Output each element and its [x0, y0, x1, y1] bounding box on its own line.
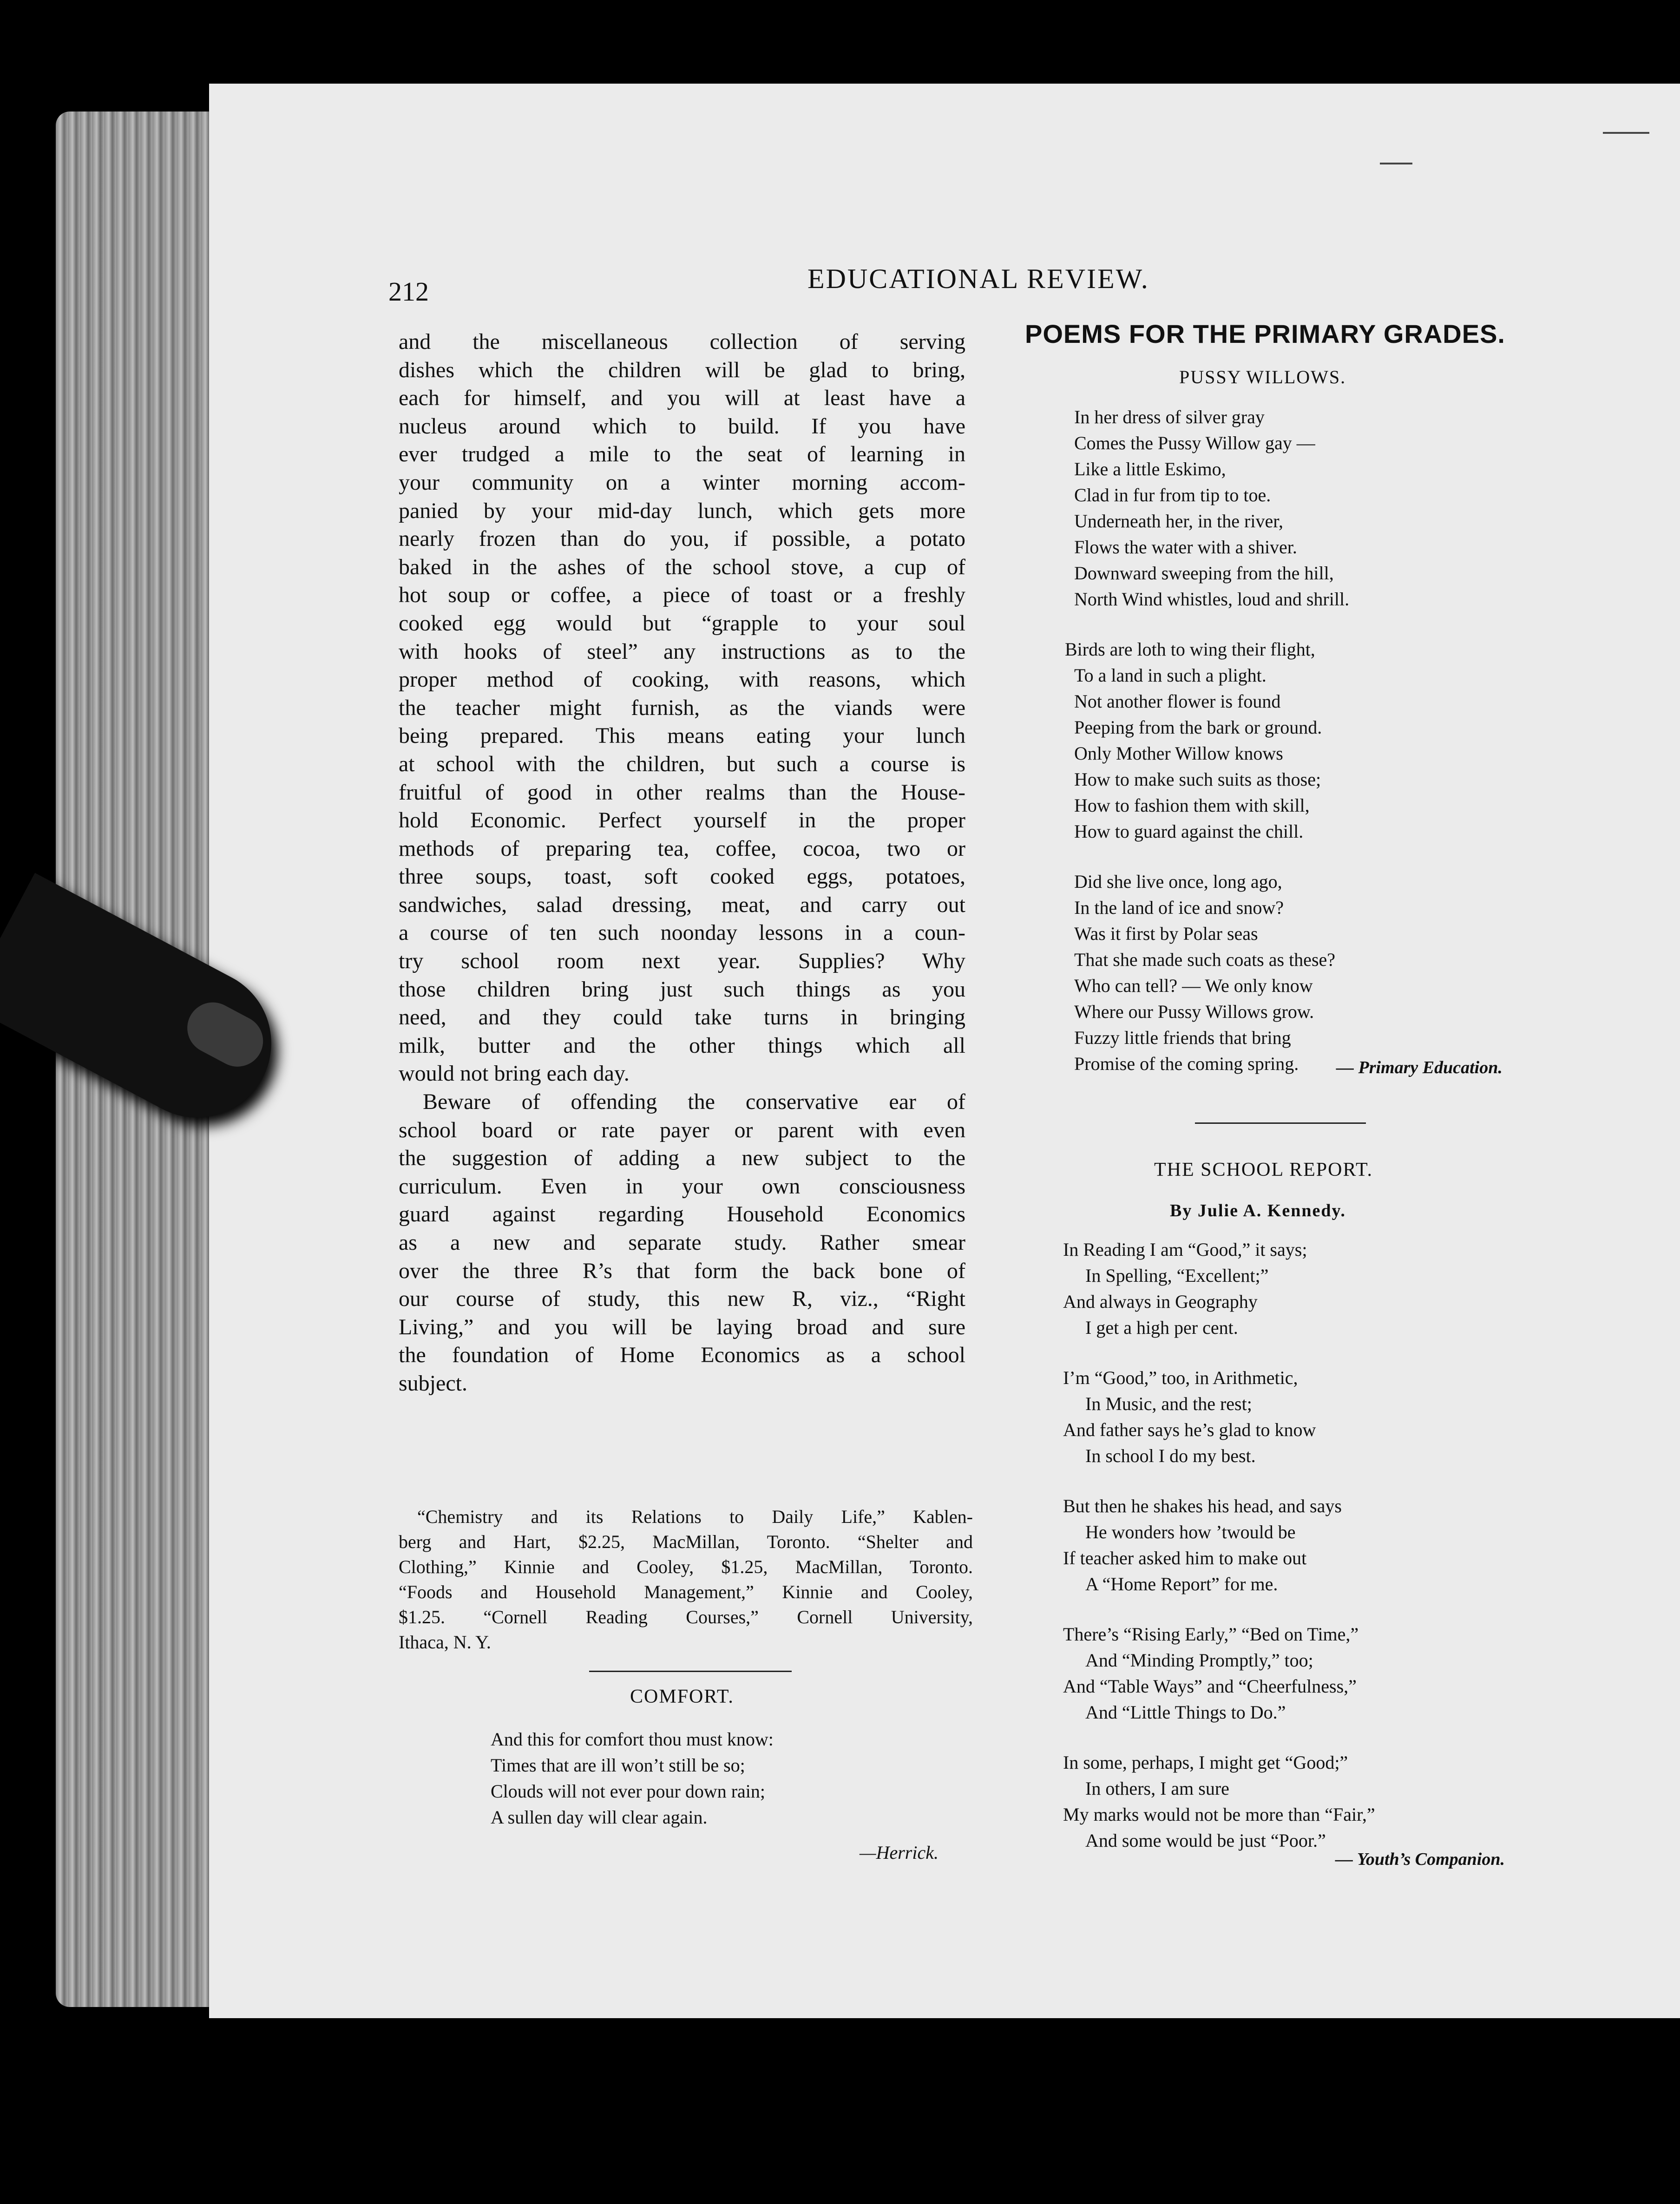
article-line: guard against regarding Household Economics	[399, 1202, 965, 1227]
poem-line: Clad in fur from tip to toe.	[1074, 485, 1271, 505]
section-divider	[1195, 1122, 1366, 1124]
poem-line: And “Little Things to Do.”	[1085, 1702, 1286, 1723]
article-line: with hooks of steel” any instructions as to the	[399, 639, 965, 664]
poem-line: In Music, and the rest;	[1085, 1393, 1252, 1414]
article-line: being prepared. This means eating your lunch	[399, 723, 965, 748]
fingernail	[178, 993, 272, 1076]
stanza-gap	[1063, 1341, 1375, 1365]
article-line: Living,” and you will be laying broad and sure	[399, 1314, 965, 1339]
article-line: fruitful of good in other realms than the House-	[399, 780, 965, 805]
comfort-attribution: —Herrick.	[860, 1842, 938, 1863]
poem-line: In some, perhaps, I might get “Good;”	[1063, 1752, 1348, 1773]
article-line: nucleus around which to build. If you have	[399, 413, 965, 439]
stanza-gap	[1063, 1597, 1375, 1621]
poem-line: North Wind whistles, loud and shrill.	[1074, 589, 1350, 610]
article-line: and the miscellaneous collection of serving	[399, 329, 965, 354]
poem-line: He wonders how ’twould be	[1085, 1522, 1296, 1542]
stanza-gap	[1063, 1469, 1375, 1493]
poem-line: A sullen day will clear again.	[491, 1807, 708, 1828]
poem-line: In the land of ice and snow?	[1074, 897, 1284, 918]
stanza-gap	[1074, 845, 1349, 869]
reference-line: “Chemistry and its Relations to Daily Life,” Kablen-	[417, 1506, 973, 1527]
article-line: methods of preparing tea, coffee, cocoa, two or	[399, 836, 965, 861]
poem-line: Only Mother Willow knows	[1074, 743, 1283, 764]
article-line: over the three R’s that form the back bone of	[399, 1258, 965, 1283]
poem-line: Who can tell? — We only know	[1074, 975, 1313, 996]
article-line: each for himself, and you will at least have a	[399, 386, 965, 411]
references	[399, 1504, 973, 1655]
poem-line: How to make such suits as those;	[1074, 769, 1321, 790]
poem-line: And some would be just “Poor.”	[1085, 1830, 1326, 1851]
poem-line: Downward sweeping from the hill,	[1074, 563, 1334, 584]
article-line: three soups, toast, soft cooked eggs, potatoes,	[399, 864, 965, 889]
article-line: Beware of offending the conservative ear of	[423, 1089, 965, 1115]
article-line: those children bring just such things as you	[399, 977, 965, 1002]
poem-line: Where our Pussy Willows grow.	[1074, 1001, 1314, 1022]
article-line: ever trudged a mile to the seat of learning in	[399, 442, 965, 467]
poem-line: Comes the Pussy Willow gay —	[1074, 433, 1315, 453]
article-line: a course of ten such noonday lessons in a coun-	[399, 920, 965, 945]
poem-line: Like a little Eskimo,	[1074, 459, 1226, 479]
reference-line: $1.25. “Cornell Reading Courses,” Cornell University,	[399, 1607, 973, 1627]
poem-line: And always in Geography	[1063, 1291, 1258, 1312]
stanza-gap	[1063, 1725, 1375, 1750]
poem-line: Fuzzy little friends that bring	[1074, 1027, 1291, 1048]
poem-line: In others, I am sure	[1085, 1778, 1229, 1799]
school-report-poem	[1063, 1237, 1375, 1854]
poem-line: I get a high per cent.	[1085, 1317, 1238, 1338]
article-line: cooked egg would but “grapple to your soul	[399, 610, 965, 636]
poem-line: How to fashion them with skill,	[1074, 795, 1310, 816]
article-line: subject.	[399, 1371, 467, 1396]
school-report-title: THE SCHOOL REPORT.	[1154, 1159, 1373, 1181]
article-line: proper method of cooking, with reasons, which	[399, 667, 965, 692]
poem-line: Did she live once, long ago,	[1074, 871, 1282, 892]
poems-heading: POEMS FOR THE PRIMARY GRADES.	[1025, 319, 1505, 348]
article-line: our course of study, this new R, viz., “Right	[399, 1286, 965, 1312]
poem-line: In Spelling, “Excellent;”	[1085, 1265, 1269, 1286]
scan-mark	[1380, 163, 1412, 164]
article-line: curriculum. Even in your own consciousness	[399, 1174, 965, 1199]
poem-line: My marks would not be more than “Fair,”	[1063, 1804, 1375, 1825]
poem-line: Peeping from the bark or ground.	[1074, 717, 1322, 738]
article-line: baked in the ashes of the school stove, a cup of	[399, 554, 965, 579]
page-number: 212	[388, 276, 429, 307]
article-line: dishes which the children will be glad to bring,	[399, 357, 965, 382]
article-line: school board or rate payer or parent with even	[399, 1117, 965, 1142]
comfort-poem	[491, 1726, 774, 1830]
comfort-title: COMFORT.	[630, 1686, 734, 1707]
article-line: panied by your mid-day lunch, which gets more	[399, 498, 965, 523]
poem-line: How to guard against the chill.	[1074, 821, 1304, 842]
article-line: would not bring each day.	[399, 1061, 630, 1086]
poem-line: And “Table Ways” and “Cheerfulness,”	[1063, 1676, 1357, 1697]
article-line: hot soup or coffee, a piece of toast or a freshly	[399, 583, 965, 608]
poem-line: If teacher asked him to make out	[1063, 1548, 1307, 1568]
article-line: your community on a winter morning accom-	[399, 470, 965, 495]
poem-line: But then he shakes his head, and says	[1063, 1496, 1342, 1516]
article-line: at school with the children, but such a course is	[399, 751, 965, 776]
poem-line: And father says he’s glad to know	[1063, 1419, 1316, 1440]
article-line: nearly frozen than do you, if possible, a potato	[399, 526, 965, 551]
article-line: sandwiches, salad dressing, meat, and carry out	[399, 892, 965, 917]
school-report-attribution: — Youth’s Companion.	[1335, 1850, 1505, 1869]
article-line: the suggestion of adding a new subject to the	[399, 1146, 965, 1171]
reference-line: berg and Hart, $2.25, MacMillan, Toronto. “Shelter and	[399, 1531, 973, 1552]
poem-line: Not another flower is found	[1074, 691, 1281, 712]
running-head: EDUCATIONAL REVIEW.	[807, 263, 1149, 294]
article-line: the teacher might furnish, as the viands were	[399, 695, 965, 720]
poem-line: In school I do my best.	[1085, 1445, 1256, 1466]
stanza-gap	[1074, 612, 1349, 636]
poem-line: Underneath her, in the river,	[1074, 511, 1283, 531]
poem-line: Promise of the coming spring.	[1074, 1053, 1299, 1074]
article-body	[399, 328, 965, 1398]
poem-line: Times that are ill won’t still be so;	[491, 1755, 745, 1776]
pussy-willows-attribution: — Primary Education.	[1336, 1058, 1503, 1077]
poem-line: In Reading I am “Good,” it says;	[1063, 1239, 1307, 1260]
poem-line: In her dress of silver gray	[1074, 407, 1265, 427]
article-line: hold Economic. Perfect yourself in the proper	[399, 808, 965, 833]
article-line: the foundation of Home Economics as a school	[399, 1343, 965, 1368]
reference-line: “Foods and Household Management,” Kinnie and Cooley,	[399, 1581, 973, 1602]
poem-line: To a land in such a plight.	[1074, 665, 1267, 686]
article-line: as a new and separate study. Rather smear	[399, 1230, 965, 1255]
article-line: need, and they could take turns in bringing	[399, 1005, 965, 1030]
section-divider	[589, 1671, 792, 1672]
reference-line: Ithaca, N. Y.	[399, 1632, 491, 1653]
reference-line: Clothing,” Kinnie and Cooley, $1.25, MacMillan, Toronto.	[399, 1556, 973, 1577]
scan-mark	[1603, 132, 1649, 134]
poem-line: I’m “Good,” too, in Arithmetic,	[1063, 1367, 1298, 1388]
poem-line: That she made such coats as these?	[1074, 949, 1336, 970]
poem-line: Clouds will not ever pour down rain;	[491, 1781, 766, 1802]
poem-line: And this for comfort thou must know:	[491, 1729, 774, 1750]
pussy-willows-title: PUSSY WILLOWS.	[1179, 367, 1346, 387]
article-line: try school room next year. Supplies? Why	[399, 949, 965, 974]
poem-line: Flows the water with a shiver.	[1074, 537, 1297, 558]
poem-line: Was it first by Polar seas	[1074, 923, 1258, 944]
poem-line: There’s “Rising Early,” “Bed on Time,”	[1063, 1624, 1359, 1645]
poem-line: And “Minding Promptly,” too;	[1085, 1650, 1313, 1671]
poem-line: Birds are loth to wing their flight,	[1065, 639, 1315, 660]
article-line: milk, butter and the other things which all	[399, 1033, 965, 1058]
school-report-byline: By Julie A. Kennedy.	[1170, 1201, 1346, 1220]
poem-line: A “Home Report” for me.	[1085, 1574, 1278, 1594]
pussy-willows-poem	[1065, 404, 1350, 1077]
